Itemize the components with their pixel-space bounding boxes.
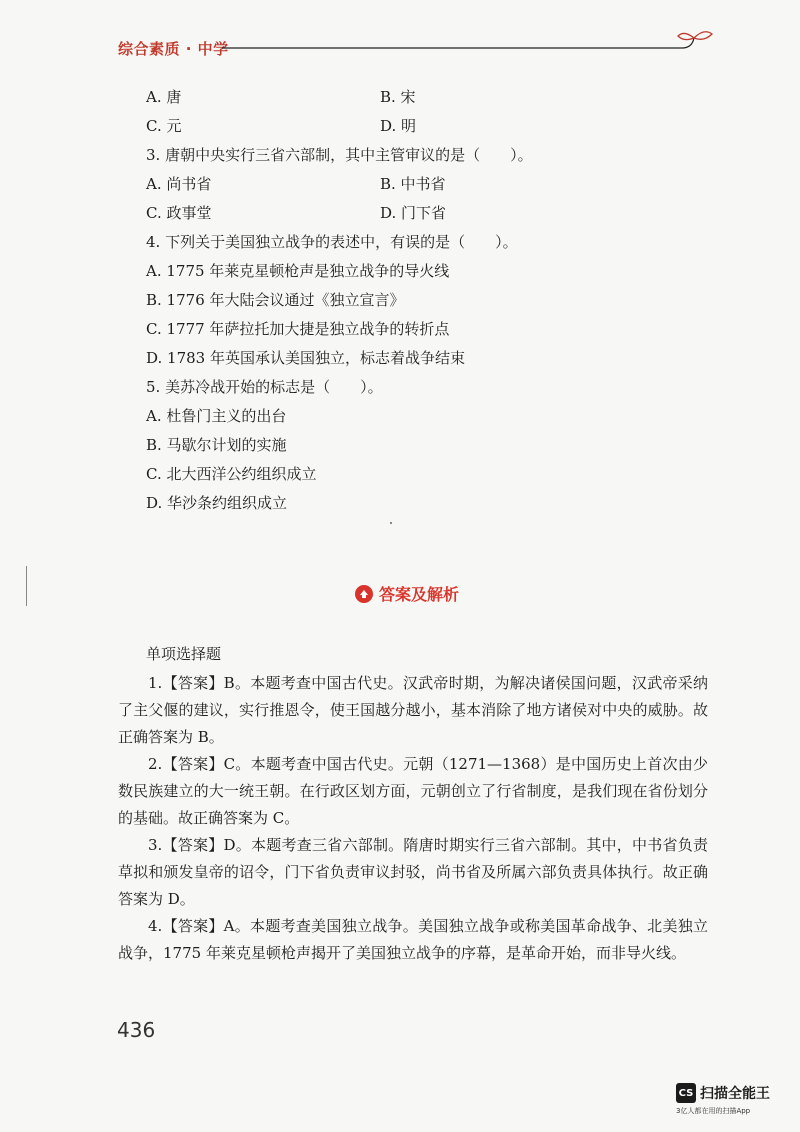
q5-option-b: B. 马歇尔计划的实施 — [146, 436, 287, 454]
q3-option-b: B. 中书省 — [380, 175, 446, 193]
q4-option-d: D. 1783 年英国承认美国独立，标志着战争结束 — [146, 349, 465, 367]
q2-option-d: D. 明 — [380, 117, 417, 135]
q4-option-b: B. 1776 年大陆会议通过《独立宣言》 — [146, 291, 405, 309]
q5-option-c: C. 北大西洋公约组织成立 — [146, 465, 317, 483]
q2-option-c: C. 元 — [146, 117, 182, 135]
answer-section-title: 答案及解析 — [379, 585, 460, 604]
scan-dot — [390, 522, 392, 524]
q5-option-d: D. 华沙条约组织成立 — [146, 494, 288, 512]
answer-1-text: 1.【答案】B。本题考查中国古代史。汉武帝时期，为解决诸侯国问题，汉武帝采纳了主父偃的建议，实行推恩令，使王国越分越小，基本消除了地方诸侯对中央的威胁。故正确答案为 B。 — [118, 674, 708, 746]
answer-3-text: 3.【答案】D。本题考查三省六部制。隋唐时期实行三省六部制。其中，中书省负责草拟和颁发皇帝的诏令，门下省负责审议封驳，尚书省及所属六部负责具体执行。故正确答案为 D。 — [118, 836, 708, 908]
q4-option-c: C. 1777 年萨拉托加大捷是独立战争的转折点 — [146, 320, 450, 338]
answer-4 — [118, 913, 708, 967]
q3-stem: 3. 唐朝中央实行三省六部制，其中主管审议的是（ ）。 — [146, 146, 533, 164]
q3-option-d: D. 门下省 — [380, 204, 447, 222]
answer-3 — [118, 832, 708, 913]
header-title: 综合素质 · 中学 — [118, 40, 229, 58]
camscanner-logo-icon: CS — [676, 1083, 696, 1103]
answer-section-heading — [355, 582, 459, 605]
scan-edge-mark — [26, 566, 27, 606]
q5-stem: 5. 美苏冷战开始的标志是（ ）。 — [146, 378, 383, 396]
section-label: 单项选择题 — [146, 645, 222, 663]
q2-option-b: B. 宋 — [380, 88, 416, 106]
page-number: 436 — [117, 1018, 156, 1042]
q3-option-c: C. 政事堂 — [146, 204, 212, 222]
q4-option-a: A. 1775 年莱克星顿枪声是独立战争的导火线 — [146, 262, 450, 280]
scanner-watermark — [676, 1083, 786, 1116]
header-rule-sprout-icon — [222, 26, 722, 52]
answer-2 — [118, 751, 708, 832]
answer-2-text: 2.【答案】C。本题考查中国古代史。元朝（1271—1368）是中国历史上首次由少数民族建立的大一统王朝。在行政区划方面，元朝创立了行省制度，是我们现在省份划分的基础。故正确答案为 C。 — [118, 755, 708, 827]
answer-1 — [118, 670, 708, 751]
q3-option-a: A. 尚书省 — [146, 175, 212, 193]
watermark-tagline: 3亿人都在用的扫描App — [676, 1107, 751, 1115]
watermark-name: 扫描全能王 — [700, 1086, 770, 1102]
answer-badge-icon — [355, 585, 373, 603]
q5-option-a: A. 杜鲁门主义的出台 — [146, 407, 287, 425]
q2-option-a: A. 唐 — [146, 88, 182, 106]
q4-stem: 4. 下列关于美国独立战争的表述中，有误的是（ ）。 — [146, 233, 518, 251]
answer-4-text: 4.【答案】A。本题考查美国独立战争。美国独立战争或称美国革命战争、北美独立战争，1775 年莱克星顿枪声揭开了美国独立战争的序幕，是革命开始，而非导火线。 — [118, 917, 708, 962]
